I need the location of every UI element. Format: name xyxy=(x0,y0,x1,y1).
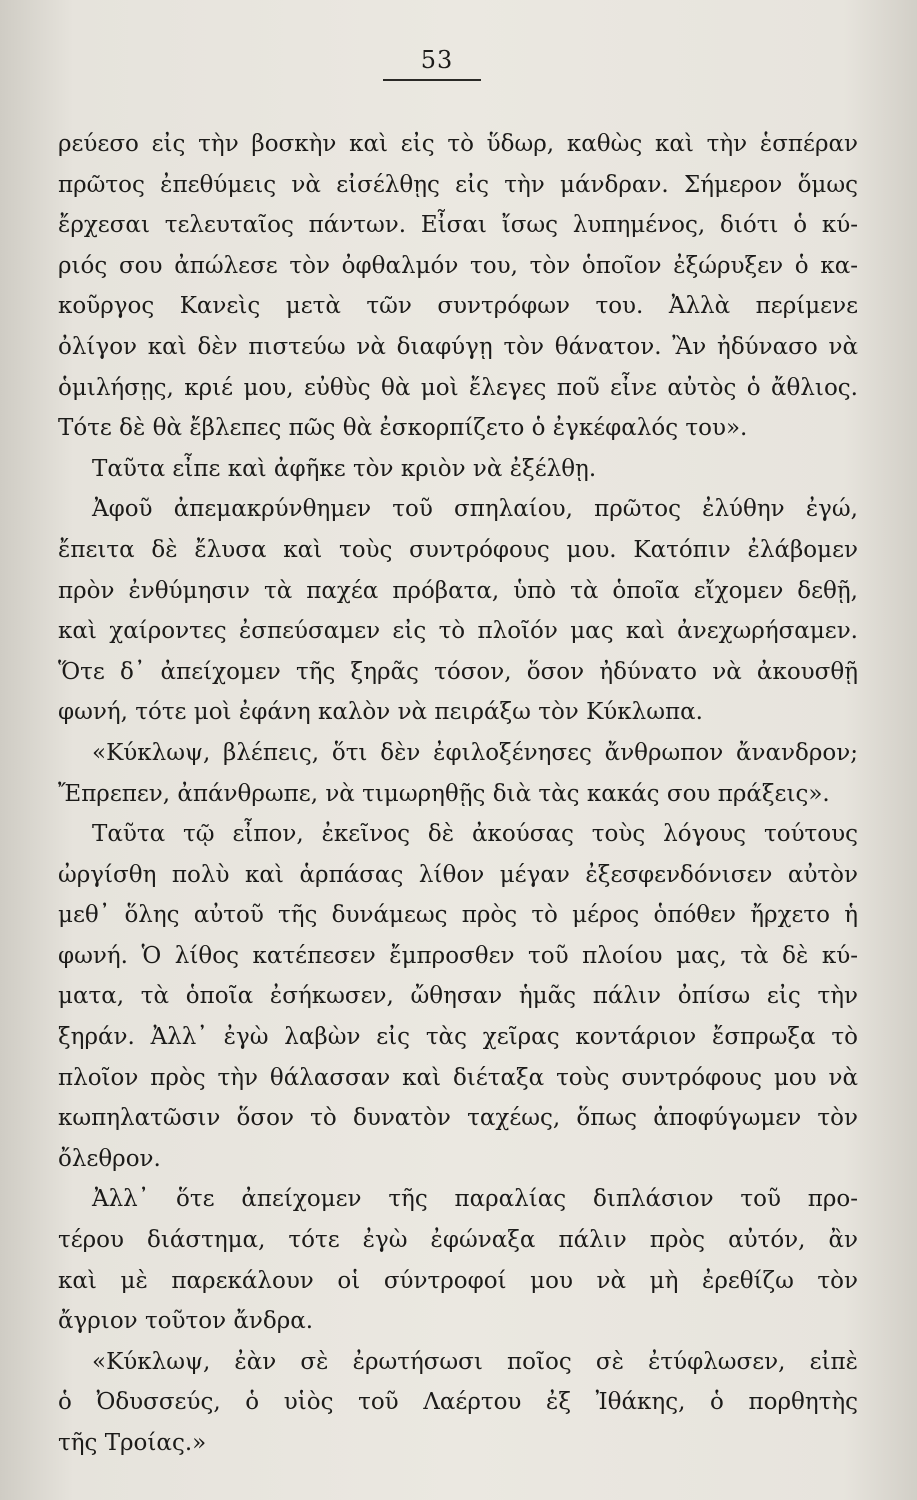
text-line: Ἔπρεπεν, ἀπάνθρωπε, νὰ τιμωρηθῇς διὰ τὰς κακάς σου πράξεις». xyxy=(58,780,830,807)
text-line: τῆς Τροίας.» xyxy=(58,1430,207,1456)
text-line: φωνή, τότε μοὶ ἐφάνη καλὸν νὰ πειράξω τὸν Κύκλωπα. xyxy=(58,699,703,726)
text-line: Ὅτε δ᾽ ἀπείχομεν τῆς ξηρᾶς τόσον, ὅσον ἠδύνατο νὰ ἀκουσθῇ xyxy=(58,658,858,685)
text-line: καὶ μὲ παρεκάλουν οἱ σύντροφοί μου νὰ μὴ ἐρεθίζω τὸν xyxy=(58,1267,858,1294)
text-line: ξηράν. Ἀλλ᾽ ἐγὼ λαβὼν εἰς τὰς χεῖρας κοντάριον ἔσπρωξα τὸ xyxy=(58,1024,858,1051)
text-line: ὠργίσθη πολὺ καὶ ἁρπάσας λίθον μέγαν ἐξεσφενδόνισεν αὐτὸν xyxy=(58,861,858,888)
body-text xyxy=(58,124,858,1464)
text-line: Ταῦτα τῷ εἶπον, ἐκεῖνος δὲ ἀκούσας τοὺς λόγους τούτους xyxy=(92,821,858,848)
text-line: πρῶτος ἐπεθύμεις νὰ εἰσέλθῃς εἰς τὴν μάνδραν. Σήμερον ὅμως xyxy=(58,171,858,198)
text-line: ἔρχεσαι τελευταῖος πάντων. Εἶσαι ἴσως λυπημένος, διότι ὁ κύ- xyxy=(58,212,858,239)
text-line: ὁμιλήσῃς, κριέ μου, εὐθὺς θὰ μοὶ ἔλεγες ποῦ εἶνε αὐτὸς ὁ ἄθλιος. xyxy=(58,374,858,401)
text-line: «Κύκλωψ, βλέπεις, ὅτι δὲν ἐφιλοξένησες ἄνθρωπον ἄνανδρον; xyxy=(92,739,858,766)
text-line: ὁ Ὀδυσσεύς, ὁ υἱὸς τοῦ Λαέρτου ἐξ Ἰθάκης, ὁ πορθητὴς xyxy=(58,1389,858,1416)
text-line: ἄγριον τοῦτον ἄνδρα. xyxy=(58,1308,314,1335)
text-line: ἔπειτα δὲ ἔλυσα καὶ τοὺς συντρόφους μου. Κατόπιν ἐλάβομεν xyxy=(58,536,858,563)
text-line: ὄλεθρον. xyxy=(58,1145,161,1172)
text-line: «Κύκλωψ, ἐὰν σὲ ἐρωτήσωσι ποῖος σὲ ἐτύφλωσεν, εἰπὲ xyxy=(92,1348,858,1375)
text-line: μεθ᾽ ὅλης αὐτοῦ τῆς δυνάμεως πρὸς τὸ μέρος ὁπόθεν ἤρχετο ἡ xyxy=(58,902,858,929)
text-line: πρὸν ἐνθύμησιν τὰ παχέα πρόβατα, ὑπὸ τὰ ὁποῖα εἴχομεν δεθῇ, xyxy=(58,577,858,604)
text-line: καὶ χαίροντες ἐσπεύσαμεν εἰς τὸ πλοῖόν μας καὶ ἀνεχωρήσαμεν. xyxy=(58,618,858,645)
text-line: κοῦργος Κανεὶς μετὰ τῶν συντρόφων του. Ἀλλὰ περίμενε xyxy=(58,293,858,320)
text-line: τέρου διάστημα, τότε ἐγὼ ἐφώναξα πάλιν πρὸς αὐτόν, ἂν xyxy=(58,1227,858,1254)
text-line: ριός σου ἀπώλεσε τὸν ὀφθαλμόν του, τὸν ὁποῖον ἐξώρυξεν ὁ κα- xyxy=(58,252,858,279)
text-line: ρεύεσο εἰς τὴν βοσκὴν καὶ εἰς τὸ ὕδωρ, καθὼς καὶ τὴν ἑσπέραν xyxy=(58,131,858,157)
page-number: 53 xyxy=(420,46,454,74)
text-line: Ἀλλ᾽ ὅτε ἀπείχομεν τῆς παραλίας διπλάσιον τοῦ προ- xyxy=(92,1186,858,1213)
text-line: ματα, τὰ ὁποῖα ἐσήκωσεν, ὤθησαν ἡμᾶς πάλιν ὀπίσω εἰς τὴν xyxy=(58,983,858,1010)
page-number-rule xyxy=(383,79,481,81)
text-line: Τότε δὲ θὰ ἔβλεπες πῶς θὰ ἐσκορπίζετο ὁ ἐγκέφαλός του». xyxy=(58,415,748,442)
text-line: ὀλίγον καὶ δὲν πιστεύω νὰ διαφύγῃ τὸν θάνατον. Ἂν ἠδύνασο νὰ xyxy=(58,333,858,360)
text-line: Ἀφοῦ ἀπεμακρύνθημεν τοῦ σπηλαίου, πρῶτος ἐλύθην ἐγώ, xyxy=(92,496,858,523)
text-line: κωπηλατῶσιν ὅσον τὸ δυνατὸν ταχέως, ὅπως ἀποφύγωμεν τὸν xyxy=(58,1105,858,1132)
text-line: φωνή. Ὁ λίθος κατέπεσεν ἔμπροσθεν τοῦ πλοίου μας, τὰ δὲ κύ- xyxy=(58,942,858,969)
text-line: Ταῦτα εἶπε καὶ ἀφῆκε τὸν κριὸν νὰ ἐξέλθῃ. xyxy=(92,455,597,482)
text-line: πλοῖον πρὸς τὴν θάλασσαν καὶ διέταξα τοὺς συντρόφους μου νὰ xyxy=(58,1064,858,1091)
